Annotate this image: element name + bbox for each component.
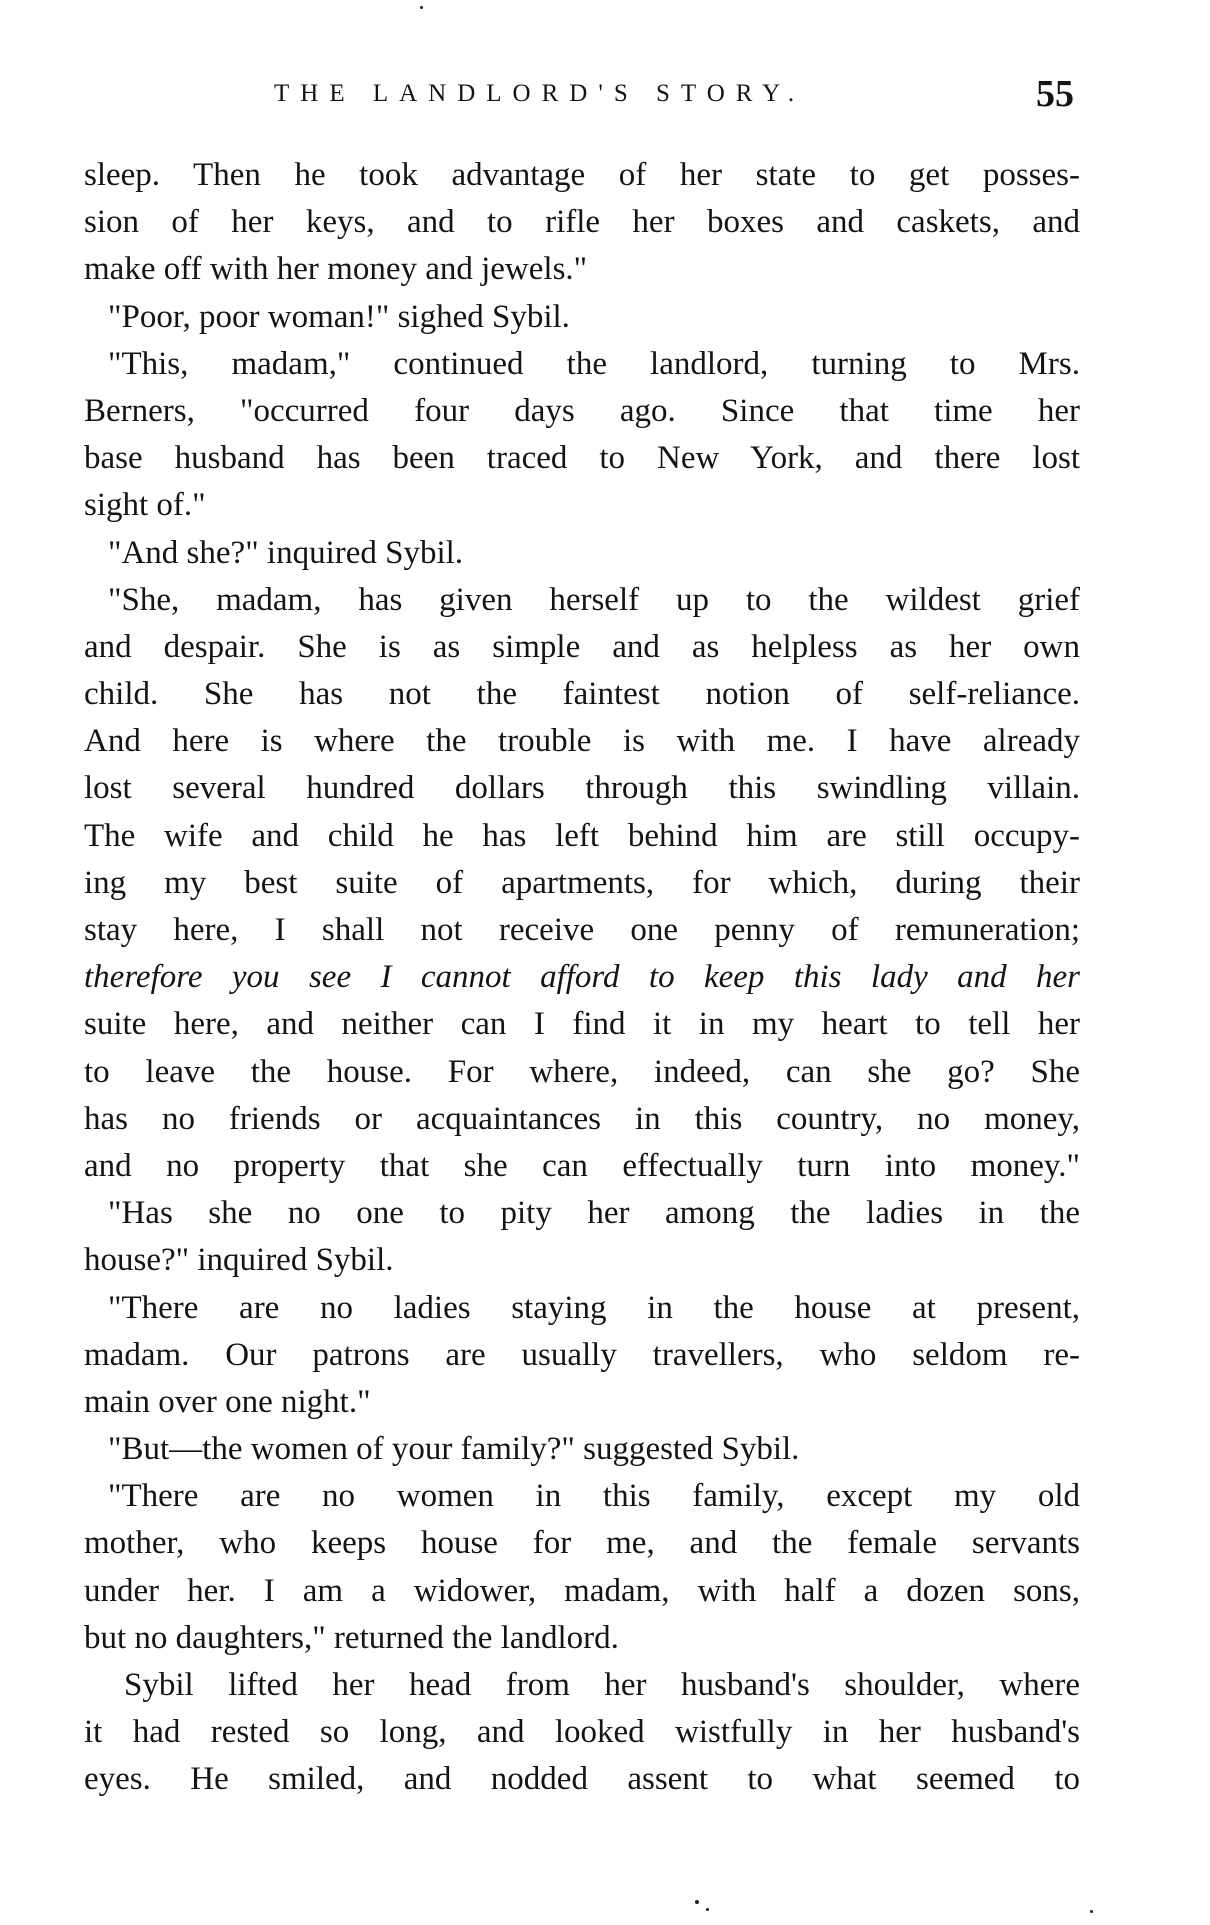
text-line: Berners, "occurred four days ago. Since that time her bbox=[84, 392, 1080, 429]
body-text bbox=[84, 152, 1080, 1804]
text-line: lost several hundred dollars through this swindling villain. bbox=[84, 770, 1080, 807]
running-title: THE LANDLORD'S STORY. bbox=[274, 80, 806, 107]
scan-speck bbox=[1090, 1910, 1093, 1913]
text-line: house?" inquired Sybil. bbox=[84, 1242, 394, 1279]
text-line: sion of her keys, and to rifle her boxes and caskets, and bbox=[84, 204, 1080, 241]
scan-speck bbox=[695, 1900, 699, 1904]
text-line: "But—the women of your family?" suggested Sybil. bbox=[108, 1431, 800, 1468]
scan-speck bbox=[420, 6, 423, 9]
text-line: "This, madam," continued the landlord, turning to Mrs. bbox=[108, 345, 1080, 382]
text-line: mother, who keeps house for me, and the female servants bbox=[84, 1525, 1080, 1562]
text-line: therefore you see I cannot afford to keep this lady and her bbox=[84, 959, 1080, 996]
text-line: "Poor, poor woman!" sighed Sybil. bbox=[108, 298, 570, 335]
text-line: Sybil lifted her head from her husband's shoulder, where bbox=[124, 1667, 1080, 1703]
text-line: child. She has not the faintest notion of self-reliance. bbox=[84, 676, 1080, 713]
text-line: suite here, and neither can I find it in my heart to tell her bbox=[84, 1006, 1080, 1043]
text-line: but no daughters," returned the landlord. bbox=[84, 1619, 619, 1656]
text-line: and no property that she can effectually turn into money." bbox=[84, 1147, 1080, 1184]
text-line: eyes. He smiled, and nodded assent to what seemed to bbox=[84, 1761, 1080, 1798]
text-line: madam. Our patrons are usually travellers, who seldom re- bbox=[84, 1336, 1080, 1373]
text-line: to leave the house. For where, indeed, can she go? She bbox=[84, 1053, 1080, 1090]
text-line: "Has she no one to pity her among the ladies in the bbox=[108, 1195, 1080, 1232]
text-line: sleep. Then he took advantage of her state to get posses- bbox=[84, 157, 1080, 193]
text-line: stay here, I shall not receive one penny of remuneration; bbox=[84, 912, 1080, 948]
text-line: main over one night." bbox=[84, 1383, 371, 1420]
page-number: 55 bbox=[1036, 73, 1074, 115]
text-line: make off with her money and jewels." bbox=[84, 251, 588, 288]
text-line: under her. I am a widower, madam, with half a dozen sons, bbox=[84, 1572, 1080, 1609]
text-line: "And she?" inquired Sybil. bbox=[108, 534, 464, 571]
text-line: "There are no ladies staying in the house at present, bbox=[108, 1289, 1080, 1326]
running-head bbox=[84, 72, 1080, 122]
text-line: sight of." bbox=[84, 487, 206, 524]
text-line: has no friends or acquaintances in this country, no money, bbox=[84, 1100, 1080, 1137]
scan-speck bbox=[706, 1908, 709, 1911]
text-line: "There are no women in this family, except my old bbox=[108, 1478, 1080, 1515]
text-line: base husband has been traced to New York, and there lost bbox=[84, 440, 1080, 477]
text-line: And here is where the trouble is with me. I have already bbox=[84, 723, 1080, 760]
text-line: it had rested so long, and looked wistfully in her husband's bbox=[84, 1714, 1080, 1751]
text-line: "She, madam, has given herself up to the wildest grief bbox=[108, 581, 1080, 618]
text-line: and despair. She is as simple and as helpless as her own bbox=[84, 628, 1080, 665]
text-line: ing my best suite of apartments, for which, during their bbox=[84, 864, 1080, 901]
text-line: The wife and child he has left behind him are still occupy- bbox=[84, 817, 1080, 854]
